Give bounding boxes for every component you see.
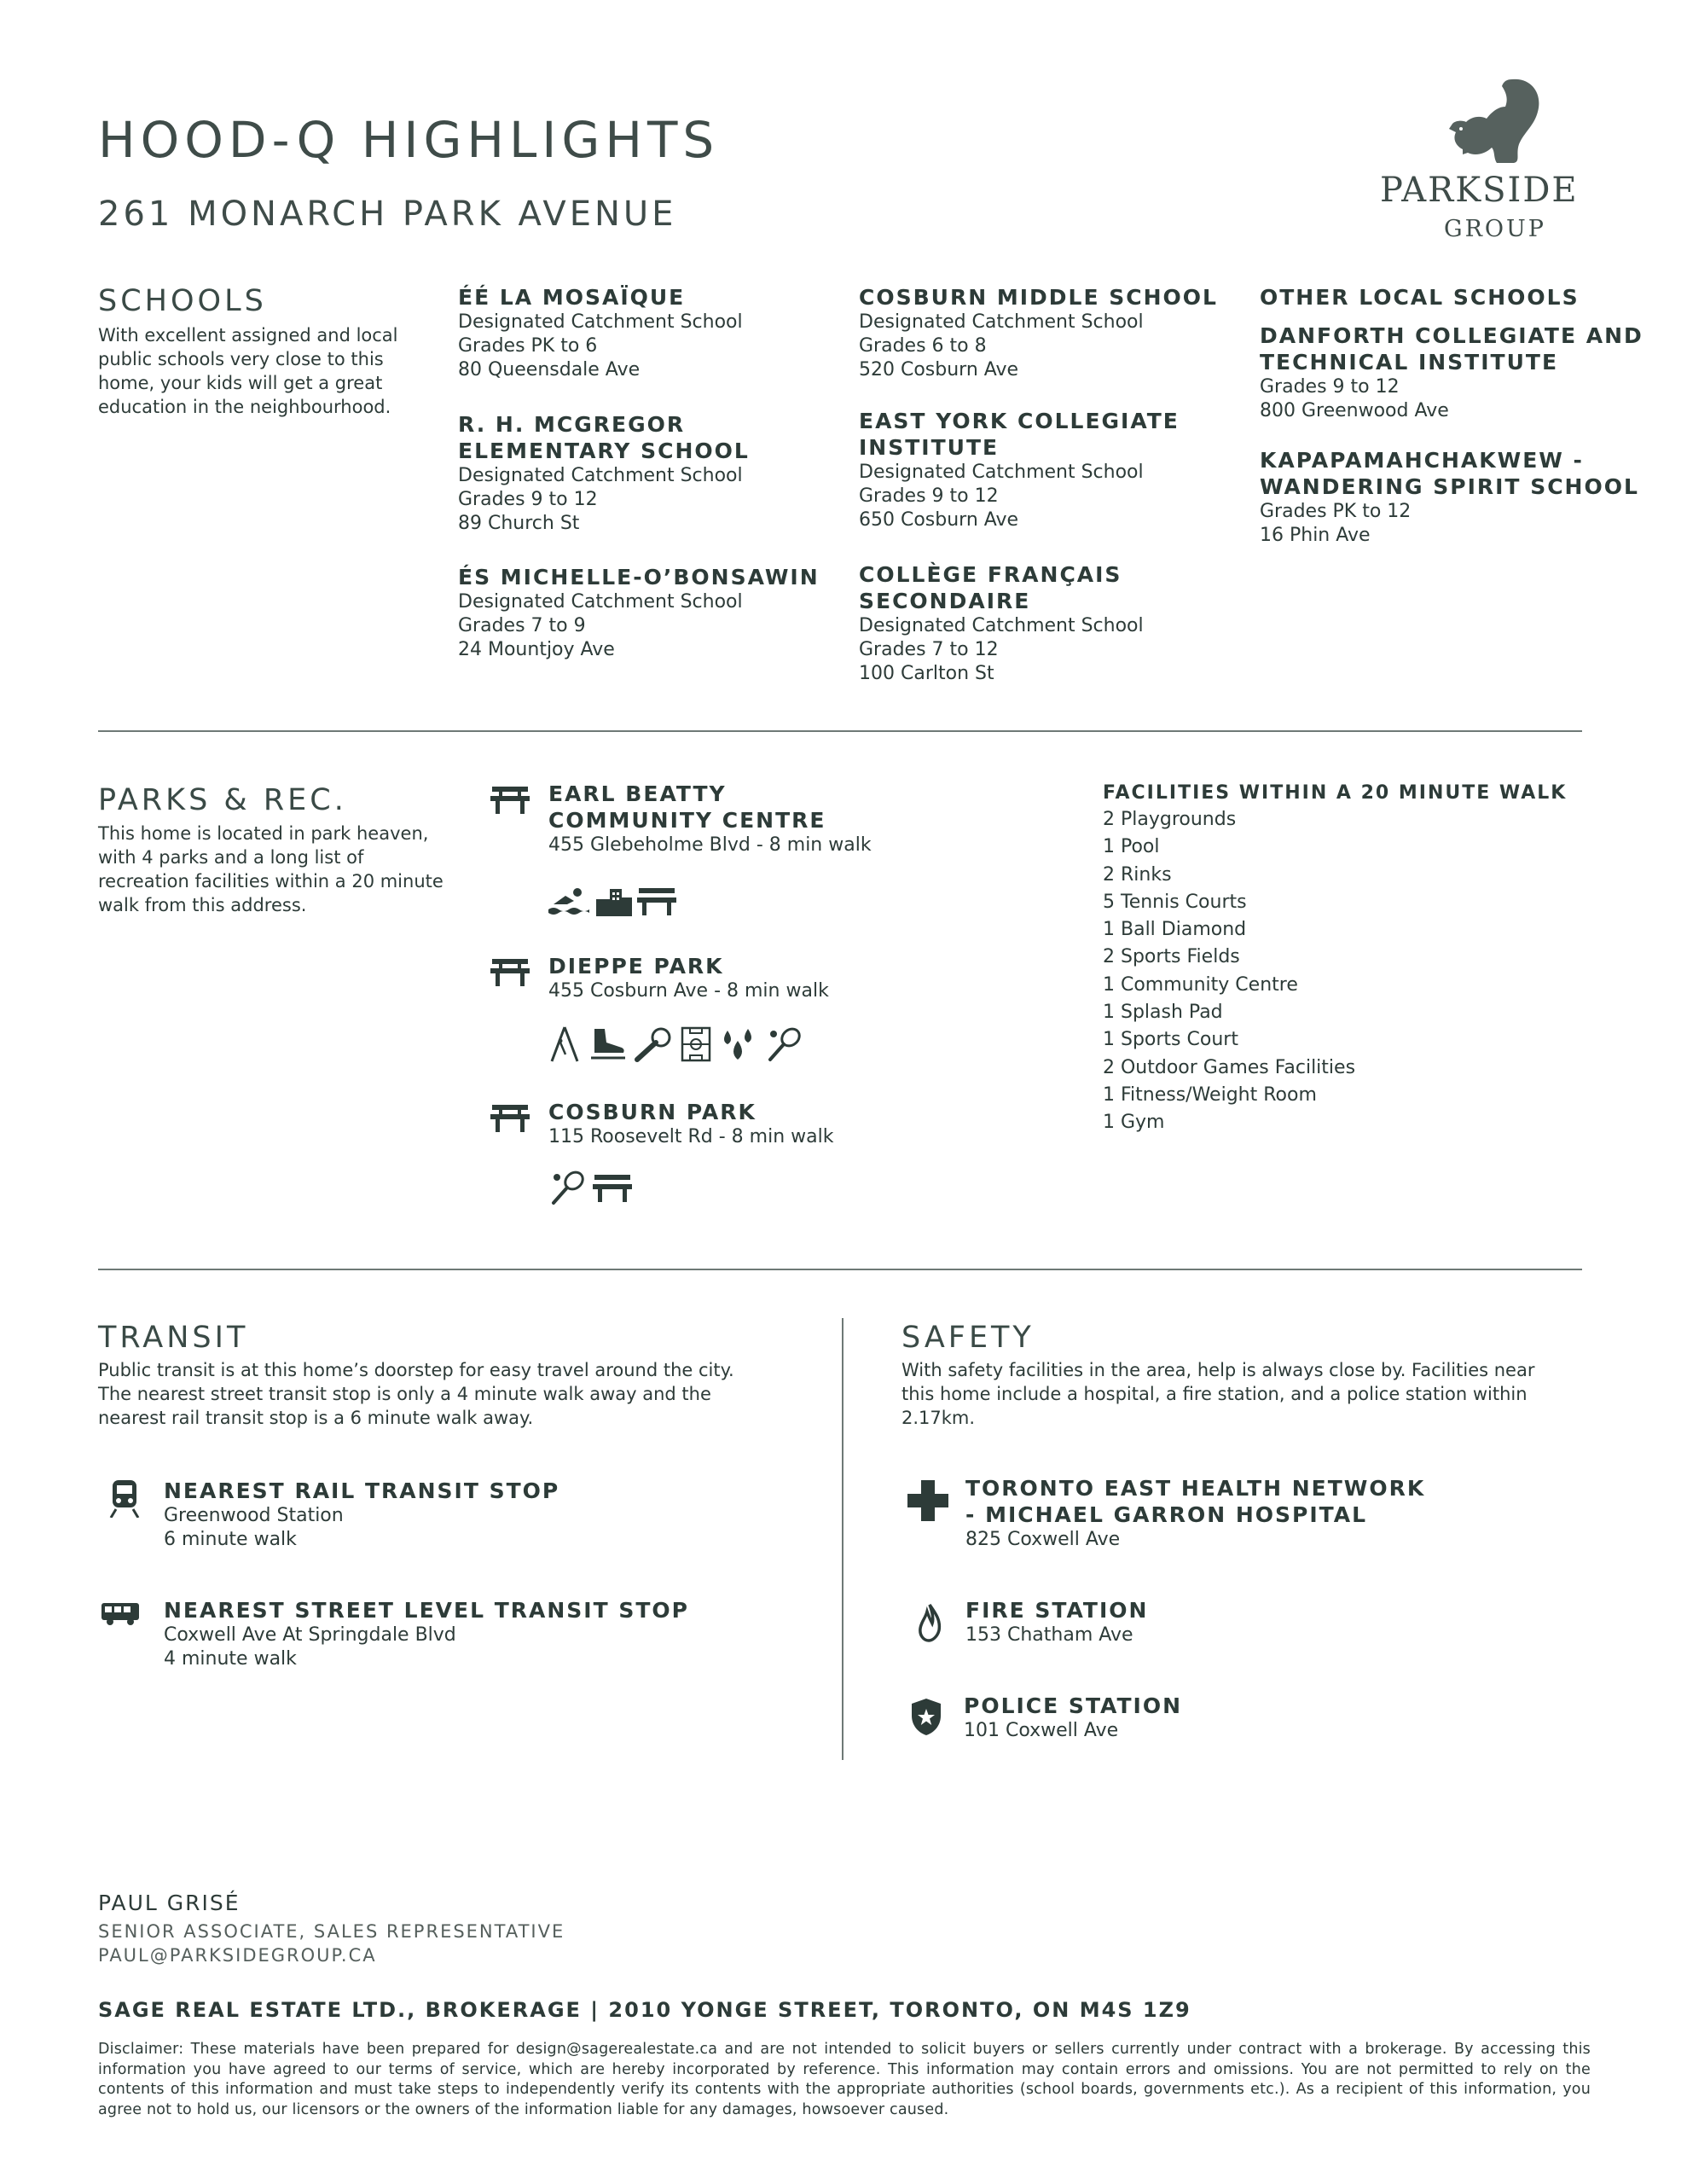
school-detail: Grades 7 to 9: [458, 615, 586, 636]
police-station-title: POLICE STATION: [964, 1693, 1182, 1718]
school-detail: Grades PK to 12: [1260, 501, 1412, 522]
police-station-entry: [964, 1693, 1441, 1743]
logo-group-text: GROUP: [1444, 216, 1546, 242]
park-detail: 455 Cosburn Ave - 8 min walk: [548, 980, 829, 1002]
facility-item: 1 Community Centre: [1103, 973, 1298, 996]
agent-name: PAUL GRISÉ: [98, 1891, 241, 1915]
schools-column-2: [859, 284, 1234, 686]
school-detail: 800 Greenwood Ave: [1260, 400, 1449, 421]
park-detail: 455 Glebeholme Blvd - 8 min walk: [548, 834, 872, 856]
page-title: HOOD-Q HIGHLIGHTS: [98, 111, 720, 169]
school-entry: [859, 408, 1183, 532]
hospital-detail: 825 Coxwell Ave: [965, 1529, 1121, 1550]
bench-icon: [490, 1103, 530, 1132]
school-detail: Grades 9 to 12: [859, 485, 999, 507]
facility-item: 2 Outdoor Games Facilities: [1103, 1056, 1356, 1078]
fire-station-detail: 153 Chatham Ave: [965, 1624, 1133, 1646]
school-entry: [1260, 447, 1644, 548]
school-entry: [859, 561, 1144, 686]
schools-column-1: [458, 284, 833, 662]
street-transit-detail: Coxwell Ave At Springdale Blvd: [164, 1624, 456, 1646]
facility-item: 1 Pool: [1103, 836, 1160, 858]
fire-station-title: FIRE STATION: [965, 1598, 1149, 1623]
transit-heading: TRANSIT: [98, 1321, 249, 1355]
disclaimer: Disclaimer: These materials have been prepared for design@sagerealestate.ca and are not intended to solicit buyers or sellers currently under contract with a brokerage. By accessing this information you have agreed to our terms of service, which are hereby incorporated by reference. This information may contain errors and omissions. You are not permitted to rely on the contents of this information and must take steps to independently verify its contents with the appropriate authorities (school boards, governments etc.). As a recipient of this information, you agree not to hold us, our licensors or the owners of the information liable for any damages, howsoever caused.: [98, 2041, 1591, 2118]
school-detail: Designated Catchment School: [458, 591, 743, 613]
sports-field-icon: [680, 1025, 712, 1063]
school-detail: Designated Catchment School: [859, 615, 1144, 636]
police-station-detail: 101 Coxwell Ave: [964, 1720, 1119, 1741]
swimming-icon: [548, 886, 589, 916]
park-detail: 115 Roosevelt Rd - 8 min walk: [548, 1126, 834, 1147]
fire-station-entry: [965, 1597, 1443, 1647]
safety-heading: SAFETY: [901, 1321, 1035, 1355]
facility-item: 1 Fitness/Weight Room: [1103, 1083, 1317, 1106]
park-amenity-icons: [548, 1169, 632, 1206]
facility-item: 2 Sports Fields: [1103, 946, 1240, 968]
park-entry: [548, 953, 890, 1003]
park-amenity-icons: [548, 886, 676, 916]
facility-item: 1 Ball Diamond: [1103, 919, 1247, 941]
police-badge-icon: [910, 1697, 942, 1736]
park-name: COSBURN PARK: [548, 1100, 757, 1124]
parkside-logo: [1365, 73, 1620, 252]
facility-item: 2 Rinks: [1103, 863, 1172, 886]
school-name: DANFORTH COLLEGIATE AND TECHNICAL INSTITUTE: [1260, 323, 1644, 375]
school-name: EAST YORK COLLEGIATE INSTITUTE: [859, 409, 1180, 460]
agent-role: SENIOR ASSOCIATE, SALES REPRESENTATIVE: [98, 1921, 565, 1942]
hospital-cross-icon: [907, 1480, 948, 1521]
hospital-title: TORONTO EAST HEALTH NETWORK - MICHAEL GARRON HOSPITAL: [965, 1476, 1426, 1527]
facilities-items: [1103, 806, 1615, 1137]
hospital-entry: [965, 1475, 1443, 1552]
facilities-list: [1103, 781, 1615, 1137]
baseball-icon: [634, 1025, 673, 1063]
park-name: EARL BEATTY COMMUNITY CENTRE: [548, 781, 826, 833]
fire-icon: [917, 1603, 942, 1642]
parks-heading: PARKS & REC.: [98, 783, 347, 817]
schools-column-3: [1260, 284, 1644, 548]
school-entry: [458, 284, 833, 382]
facility-item: 1 Splash Pad: [1103, 1002, 1223, 1024]
school-detail: 80 Queensdale Ave: [458, 359, 641, 380]
park-entry: [548, 1099, 890, 1149]
park-name: DIEPPE PARK: [548, 954, 724, 979]
park-amenity-icons: [548, 1025, 804, 1063]
school-entry: [458, 411, 765, 536]
school-name: ÉS MICHELLE-O’BONSAWIN: [458, 565, 820, 590]
bench-icon: [593, 1169, 632, 1206]
safety-description: With safety facilities in the area, help is always close by. Facilities near this home include a hospital, a fire station, and a police station within 2.17km.: [901, 1360, 1535, 1428]
agent-email[interactable]: PAUL@PARKSIDEGROUP.CA: [98, 1945, 377, 1966]
street-transit-title: NEAREST STREET LEVEL TRANSIT STOP: [164, 1598, 689, 1623]
school-detail: 520 Cosburn Ave: [859, 359, 1019, 380]
school-detail: 16 Phin Ave: [1260, 525, 1371, 546]
logo-wordmark: PARKSIDE: [1380, 171, 1579, 210]
school-entry: [859, 284, 1234, 382]
school-entry: [458, 564, 833, 662]
school-detail: Designated Catchment School: [458, 311, 743, 333]
street-transit-detail: 4 minute walk: [164, 1648, 297, 1670]
park-entry: [548, 781, 872, 857]
skate-icon: [588, 1025, 627, 1063]
schools-description: With excellent assigned and local public schools very close to this home, your kids will get a great education in the neighbourhood.: [98, 325, 398, 417]
brokerage-line: SAGE REAL ESTATE LTD., BROKERAGE | 2010 YONGE STREET, TORONTO, ON M4S 1Z9: [98, 1998, 1191, 2022]
street-transit-entry: [164, 1597, 761, 1671]
rail-transit-detail: Greenwood Station: [164, 1505, 344, 1526]
bench-icon: [490, 785, 530, 814]
rail-transit-title: NEAREST RAIL TRANSIT STOP: [164, 1478, 560, 1503]
community-centre-icon: [593, 886, 634, 916]
schools-heading: SCHOOLS: [98, 284, 267, 318]
facilities-heading: FACILITIES WITHIN A 20 MINUTE WALK: [1103, 782, 1568, 804]
school-detail: 650 Cosburn Ave: [859, 509, 1019, 531]
rail-transit-detail: 6 minute walk: [164, 1529, 297, 1550]
facility-item: 1 Sports Court: [1103, 1029, 1238, 1051]
school-detail: Grades 7 to 12: [859, 639, 999, 660]
bus-icon: [100, 1601, 141, 1627]
tennis-icon: [548, 1169, 588, 1206]
splash-pad-icon: [719, 1025, 758, 1063]
school-detail: Designated Catchment School: [458, 465, 743, 486]
school-detail: Grades 9 to 12: [458, 489, 598, 510]
divider: [98, 730, 1582, 732]
divider: [98, 1269, 1582, 1270]
school-entry: [1260, 322, 1644, 423]
squirrel-icon: [1437, 73, 1548, 166]
school-detail: Grades 9 to 12: [1260, 376, 1400, 398]
facility-item: 5 Tennis Courts: [1103, 891, 1247, 913]
school-detail: 89 Church St: [458, 513, 580, 534]
school-detail: 24 Mountjoy Ave: [458, 639, 615, 660]
transit-description: Public transit is at this home’s doorstep for easy travel around the city. The nearest street transit stop is only a 4 minute walk away and the nearest rail transit stop is a 6 minute walk away.: [98, 1360, 734, 1428]
school-name: ÉÉ LA MOSAÏQUE: [458, 285, 686, 310]
school-name: KAPAPAMAHCHAKWEW - WANDERING SPIRIT SCHOOL: [1260, 448, 1639, 499]
bench-icon: [637, 886, 676, 916]
facility-item: 1 Gym: [1103, 1112, 1165, 1134]
school-detail: Designated Catchment School: [859, 311, 1144, 333]
train-icon: [109, 1478, 140, 1518]
property-address: 261 MONARCH PARK AVENUE: [98, 195, 677, 234]
vertical-divider: [842, 1318, 844, 1760]
school-detail: Grades PK to 6: [458, 335, 598, 357]
playground-icon: [548, 1025, 581, 1063]
rail-transit-entry: [164, 1478, 675, 1552]
parks-description: This home is located in park heaven, with 4 parks and a long list of recreation facilities within a 20 minute walk from this address.: [98, 823, 443, 915]
facility-item: 2 Playgrounds: [1103, 809, 1237, 830]
school-detail: Designated Catchment School: [859, 462, 1144, 483]
bench-icon: [490, 957, 530, 986]
school-detail: Grades 6 to 8: [859, 335, 987, 357]
other-schools-heading: OTHER LOCAL SCHOOLS: [1260, 285, 1580, 310]
school-name: COLLÈGE FRANÇAIS SECONDAIRE: [859, 562, 1122, 613]
school-name: COSBURN MIDDLE SCHOOL: [859, 285, 1218, 310]
school-name: R. H. MCGREGOR ELEMENTARY SCHOOL: [458, 412, 750, 463]
school-detail: 100 Carlton St: [859, 663, 994, 684]
tennis-icon: [765, 1025, 804, 1063]
